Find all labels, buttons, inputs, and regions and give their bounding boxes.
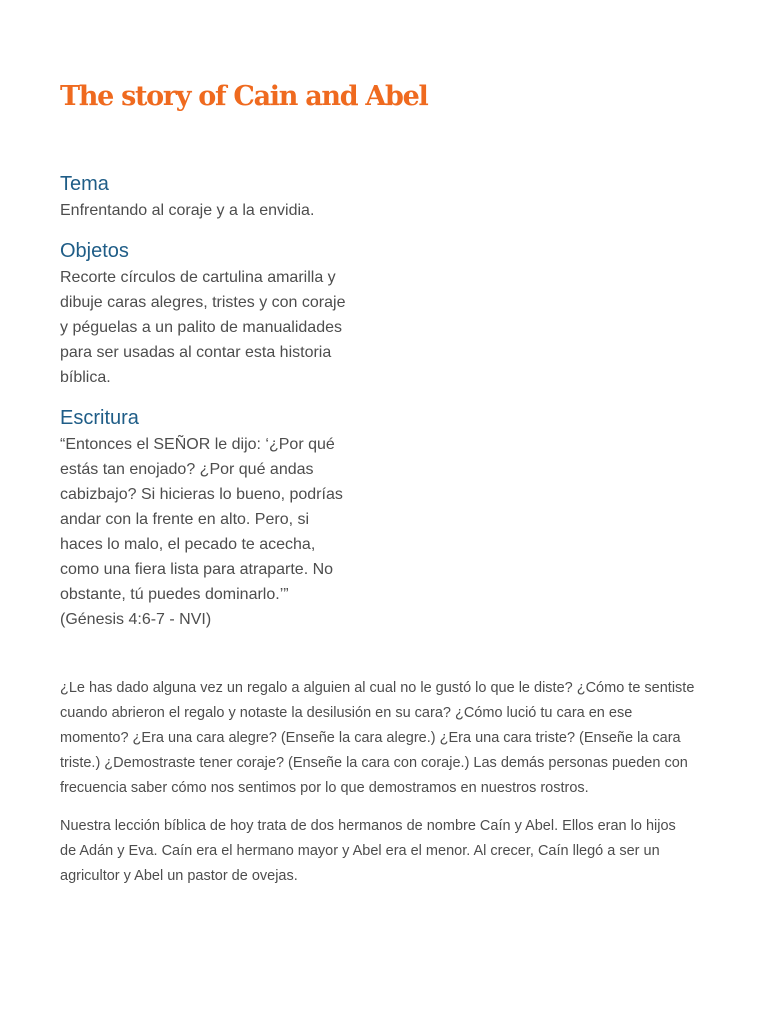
scripture-reference: (Génesis 4:6-7 - NVI) — [60, 611, 212, 628]
lesson-info-column — [60, 170, 370, 646]
text-line: bíblica. — [60, 369, 111, 386]
section-body-tema — [60, 198, 370, 223]
text-line: Enfrentando al coraje y a la envidia. — [60, 202, 315, 219]
section-tema — [60, 170, 370, 223]
text-line: haces lo malo, el pecado te acecha, — [60, 536, 316, 553]
section-body-objetos — [60, 265, 370, 390]
section-body-escritura — [60, 432, 370, 632]
section-escritura — [60, 404, 370, 632]
text-line: frecuencia saber cómo nos sentimos por lo que demostramos en nuestros rostros. — [60, 780, 589, 796]
text-line: ¿Le has dado alguna vez un regalo a alguien al cual no le gustó lo que le diste? ¿Cómo te sentiste — [60, 680, 695, 696]
section-heading-objetos: Objetos — [60, 240, 129, 262]
section-objetos — [60, 237, 370, 390]
text-line: Recorte círculos de cartulina amarilla y — [60, 269, 336, 286]
text-line: y péguelas a un palito de manualidades — [60, 319, 342, 336]
text-line: de Adán y Eva. Caín era el hermano mayor y Abel era el menor. Al crecer, Caín llegó a ser un — [60, 843, 660, 859]
section-heading-escritura: Escritura — [60, 407, 139, 429]
text-line: como una fiera lista para atraparte. No — [60, 561, 334, 578]
section-heading-tema: Tema — [60, 173, 109, 195]
body-paragraph-1 — [60, 676, 720, 801]
text-line: obstante, tú puedes dominarlo.’” — [60, 586, 289, 603]
text-line: momento? ¿Era una cara alegre? (Enseñe la cara alegre.) ¿Era una cara triste? (Enseñe la cara — [60, 730, 681, 746]
text-line: cuando abrieron el regalo y notaste la desilusión en su cara? ¿Cómo lució tu cara en ese — [60, 705, 633, 721]
text-line: estás tan enojado? ¿Por qué andas — [60, 461, 314, 478]
text-line: “Entonces el SEÑOR le dijo: ‘¿Por qué — [60, 436, 335, 453]
text-line: triste.) ¿Demostraste tener coraje? (Enseñe la cara con coraje.) Las demás personas pueden con — [60, 755, 688, 771]
page-title: The story of Cain and Abel — [60, 81, 428, 112]
body-paragraph-2 — [60, 814, 720, 889]
text-line: andar con la frente en alto. Pero, si — [60, 511, 310, 528]
text-line: dibuje caras alegres, tristes y con coraje — [60, 294, 346, 311]
lesson-body — [60, 676, 720, 902]
text-line: para ser usadas al contar esta historia — [60, 344, 332, 361]
text-line: agricultor y Abel un pastor de ovejas. — [60, 868, 298, 884]
text-line: cabizbajo? Si hicieras lo bueno, podrías — [60, 486, 343, 503]
text-line: Nuestra lección bíblica de hoy trata de dos hermanos de nombre Caín y Abel. Ellos eran lo hijos — [60, 818, 676, 834]
